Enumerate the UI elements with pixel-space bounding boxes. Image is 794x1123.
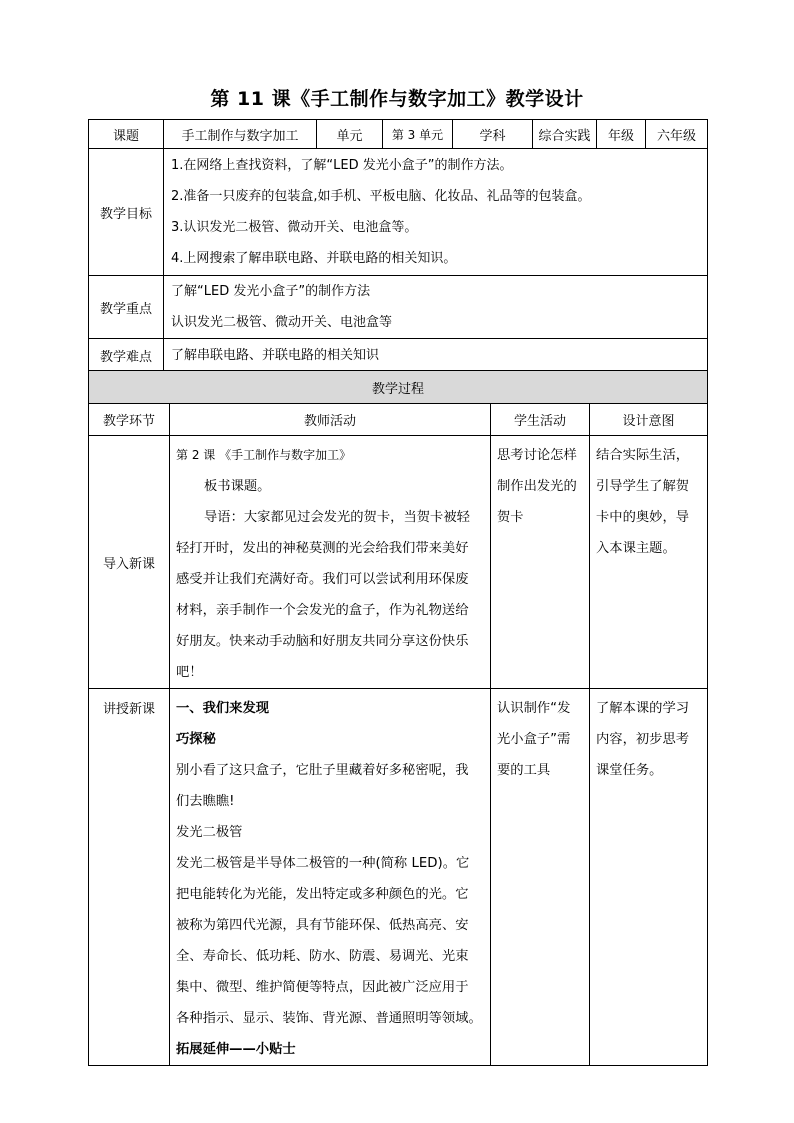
subsection-heading: 巧探秘 [176,732,216,747]
difficulty-item: 了解串联电路、并联电路的相关知识 [171,347,380,363]
teacher-line: 感受并让我们充满好奇。我们可以尝试利用环保废 [176,572,469,587]
goal-item: 2.准备一只废弃的包装盒,如手机、平板电脑、化妆品、礼品等的包装盒。 [171,189,591,204]
intent-line: 卡中的奥妙，导 [596,510,690,525]
teach-student-activity [491,689,590,1066]
teacher-line: 被称为第四代光源，具有节能环保、低热高亮、安 [176,918,469,933]
teacher-line: 导语：大家都见过会发光的贺卡，当贺卡被轻 [204,510,470,525]
info-row [89,120,708,149]
difficulties-content [164,339,708,372]
lesson-heading: 第 2 课 《手工制作与数字加工》 [176,448,352,462]
goals-label: 教学目标 [89,149,164,276]
teacher-line: 发光二极管是半导体二极管的一种(简称 LED)。它 [176,856,470,871]
teacher-line: 轻打开时，发出的神秘莫测的光会给我们带来美好 [176,541,469,556]
goal-item: 4.上网搜索了解串联电路、并联电路的相关知识。 [171,251,457,266]
intro-row [89,436,708,689]
teach-teacher-activity [170,689,491,1066]
teacher-line: 发光二极管 [176,825,243,840]
teach-row [89,689,708,1066]
topic-label: 课题 [89,120,164,149]
intro-teacher-activity [170,436,491,689]
header-stage: 教学环节 [89,404,170,436]
teacher-line: 集中、微型、维护简便等特点，因此被广泛应用于 [176,980,469,995]
teacher-line: 别小看了这只盒子，它肚子里藏着好多秘密呢，我 [176,763,469,778]
grade-label: 年级 [597,120,646,149]
goals-content [164,149,708,276]
teaching-process-table [88,370,708,1066]
student-line: 认识制作“发 [497,701,571,716]
process-header-row [89,404,708,436]
intent-line: 引导学生了解贺 [596,479,690,494]
teach-design-intent [590,689,708,1066]
intent-line: 课堂任务。 [596,763,663,778]
intent-line: 结合实际生活， [596,448,690,463]
unit-label: 单元 [317,120,383,149]
header-intent: 设计意图 [590,404,708,436]
student-line: 要的工具 [497,763,551,778]
difficulties-label: 教学难点 [89,339,164,372]
teach-stage: 讲授新课 [89,689,170,1066]
tips-heading: 拓展延伸——小贴士 [176,1042,296,1057]
teacher-line: 全、寿命长、低功耗、防水、防震、易调光、光束 [176,949,469,964]
key-point-item: 认识发光二极管、微动开关、电池盒等 [171,315,393,330]
goals-row [89,149,708,276]
student-line: 制作出发光的 [497,479,577,494]
goal-item: 3.认识发光二极管、微动开关、电池盒等。 [171,220,418,235]
key-points-content [164,276,708,339]
process-section-title: 教学过程 [89,371,708,404]
topic-value: 手工制作与数字加工 [164,120,317,149]
subject-value: 综合实践 [533,120,597,149]
lesson-info-table [88,119,708,372]
intent-line: 了解本课的学习 [596,701,690,716]
document-title: 第 11 课《手工制作与数字加工》教学设计 [210,88,584,110]
section-heading: 一、我们来发现 [176,701,270,716]
key-points-label: 教学重点 [89,276,164,339]
key-points-row [89,276,708,339]
intro-student-activity [491,436,590,689]
header-teacher: 教师活动 [170,404,491,436]
student-line: 贺卡 [497,510,524,525]
student-line: 思考讨论怎样 [497,448,577,463]
header-student: 学生活动 [491,404,590,436]
unit-value: 第 3 单元 [383,120,453,149]
difficulties-row [89,339,708,372]
process-title-row [89,371,708,404]
teacher-line: 板书课题。 [204,479,271,494]
key-point-item: 了解“LED 发光小盒子”的制作方法 [171,284,371,299]
subject-label: 学科 [453,120,533,149]
teacher-line: 吧！ [176,665,203,680]
teacher-line: 各种指示、显示、装饰、背光源、普通照明等领域。 [176,1011,482,1026]
intro-stage: 导入新课 [89,436,170,689]
teacher-line: 把电能转化为光能，发出特定或多种颜色的光。它 [176,887,469,902]
intro-design-intent [590,436,708,689]
grade-value: 六年级 [646,120,708,149]
student-line: 光小盒子”需 [497,732,571,747]
teacher-line: 们去瞧瞧! [176,794,235,809]
intent-line: 内容，初步思考 [596,732,690,747]
goal-item: 1.在网络上查找资料，了解“LED 发光小盒子”的制作方法。 [171,158,513,173]
intent-line: 入本课主题。 [596,541,676,556]
teacher-line: 材料，亲手制作一个会发光的盒子，作为礼物送给 [176,603,469,618]
teacher-line: 好朋友。快来动手动脑和好朋友共同分享这份快乐 [176,634,469,649]
